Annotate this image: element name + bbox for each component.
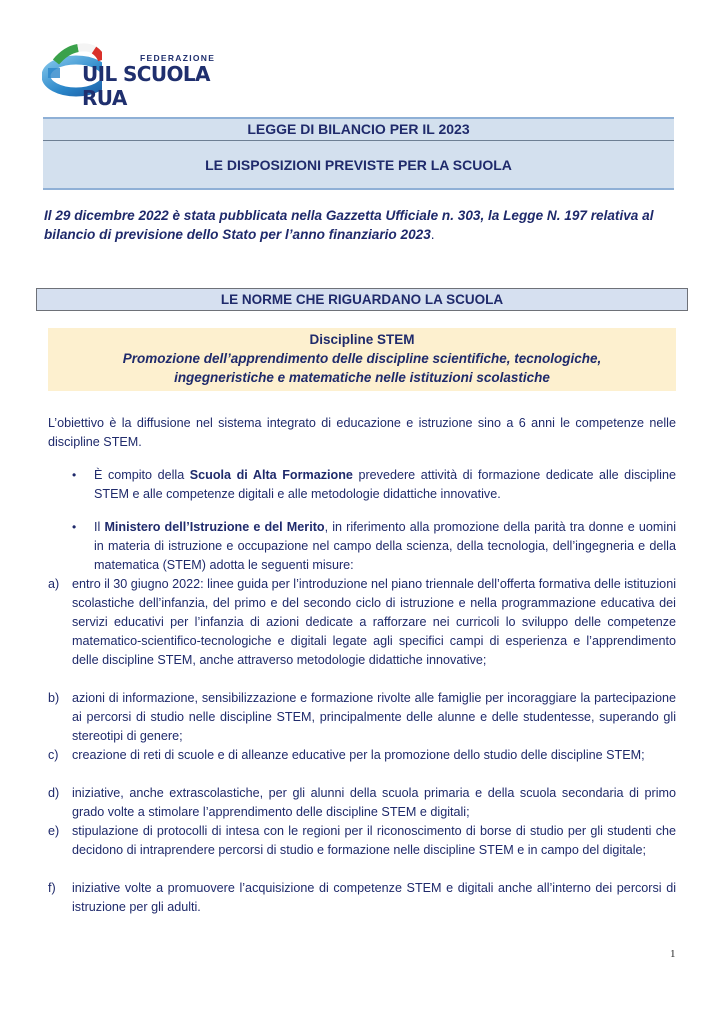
- stem-box: [48, 328, 676, 391]
- bullet-text-bold: Scuola di Alta Formazione: [189, 468, 353, 482]
- measure-item: [48, 575, 676, 670]
- intro-paragraph: [44, 206, 684, 244]
- document-subtitle: LE DISPOSIZIONI PREVISTE PER LA SCUOLA: [205, 157, 512, 173]
- bullet-text-post: prevedere attività di formazione dedicate alle discipline STEM e alle competenze digitali e alle metodologie didattiche innovative.: [94, 468, 676, 501]
- intro-period: .: [430, 227, 435, 242]
- page-number: 1: [670, 948, 676, 960]
- stem-subtitle-line1: Promozione dell’apprendimento delle discipline scientifiche, tecnologiche,: [122, 351, 602, 366]
- bullet-icon: •: [72, 520, 77, 534]
- bullet-text-pre: È compito della: [94, 468, 190, 482]
- measure-item: [48, 746, 676, 765]
- bullet-item: [72, 466, 676, 504]
- bullet-text-post: , in riferimento alla promozione della parità tra donne e uomini in materia di istruzione e occupazione nel campo della scienza, della tecnologia, dell’ingegneria e della matematica (STEM) adotta le seguenti misure:: [94, 520, 677, 572]
- objective-paragraph: L’obiettivo è la diffusione nel sistema integrato di educazione e istruzione sino a 6 anni le competenze nelle discipline STEM.: [48, 416, 676, 449]
- measure-item: [48, 689, 676, 746]
- measure-text: iniziative volte a promuovere l’acquisizione di competenze STEM e digitali anche all’interno dei percorsi di istruzione per gli adulti.: [72, 881, 676, 914]
- bullet-text-bold: Ministero dell’Istruzione e del Merito: [104, 520, 325, 534]
- measure-label: f): [48, 881, 56, 895]
- section-header-norme: LE NORME CHE RIGUARDANO LA SCUOLA: [36, 288, 688, 311]
- measure-label: d): [48, 786, 60, 800]
- bullet-icon: •: [72, 468, 77, 482]
- measure-label: c): [48, 748, 59, 762]
- intro-text: Il 29 dicembre 2022 è stata pubblicata nella Gazzetta Ufficiale n. 303, la Legge N. 197 relativa al bilancio di previsione dello Stato per l’anno finanziario 2023: [44, 208, 654, 242]
- measure-text: iniziative, anche extrascolastiche, per gli alunni della scuola primaria e della scuola secondaria di primo grado volte a stimolare l’apprendimento delle discipline STEM e digitali;: [72, 786, 676, 819]
- stem-heading: Discipline STEM: [309, 332, 415, 347]
- measure-item: [48, 784, 676, 822]
- measure-label: a): [48, 577, 60, 591]
- measure-text: entro il 30 giugno 2022: linee guida per l’introduzione nel piano triennale dell’offerta formativa delle istituzioni scolastiche dell’infanzia, del primo e del secondo ciclo di istruzione e nella programmazione educativa dei servizi educativi per l’infanzia di azioni dedicate a rafforzare nei curricoli lo sviluppo delle competenze matematico-scientifico-tecnologiche e digitali legate agli specifici campi di esperienza e l’apprendimento delle discipline STEM, anche attraverso metodologie didattiche innovative;: [72, 577, 676, 667]
- measure-text: creazione di reti di scuole e di alleanze educative per la promozione dello studio delle discipline STEM;: [72, 748, 645, 762]
- document-title: LEGGE DI BILANCIO PER IL 2023: [43, 119, 674, 141]
- measure-label: e): [48, 824, 60, 838]
- stem-subtitle-line2: ingegneristiche e matematiche nelle istituzioni scolastiche: [174, 370, 550, 385]
- logo-federazione-text: FEDERAZIONE: [140, 53, 216, 63]
- bullet-text-pre: Il: [94, 520, 105, 534]
- measure-text: stipulazione di protocolli di intesa con le regioni per il riconoscimento di borse di studio per gli studenti che decidono di intraprendere percorsi di studio e formazione nelle discipline STEM e in campo del digitale;: [72, 824, 676, 857]
- measure-text: azioni di informazione, sensibilizzazione e formazione rivolte alle famiglie per incoraggiare la partecipazione ai percorsi di studio nelle discipline STEM, principalmente delle alunne e delle studentesse, superando gli stereotipi di genere;: [72, 691, 676, 743]
- uil-scuola-rua-logo: [42, 40, 232, 110]
- logo-name-text: UIL SCUOLA RUA: [82, 62, 210, 110]
- measure-item: [48, 822, 676, 860]
- bullet-item: [72, 518, 676, 575]
- measure-item: [48, 879, 676, 917]
- measure-label: b): [48, 691, 60, 705]
- title-box: [43, 117, 674, 190]
